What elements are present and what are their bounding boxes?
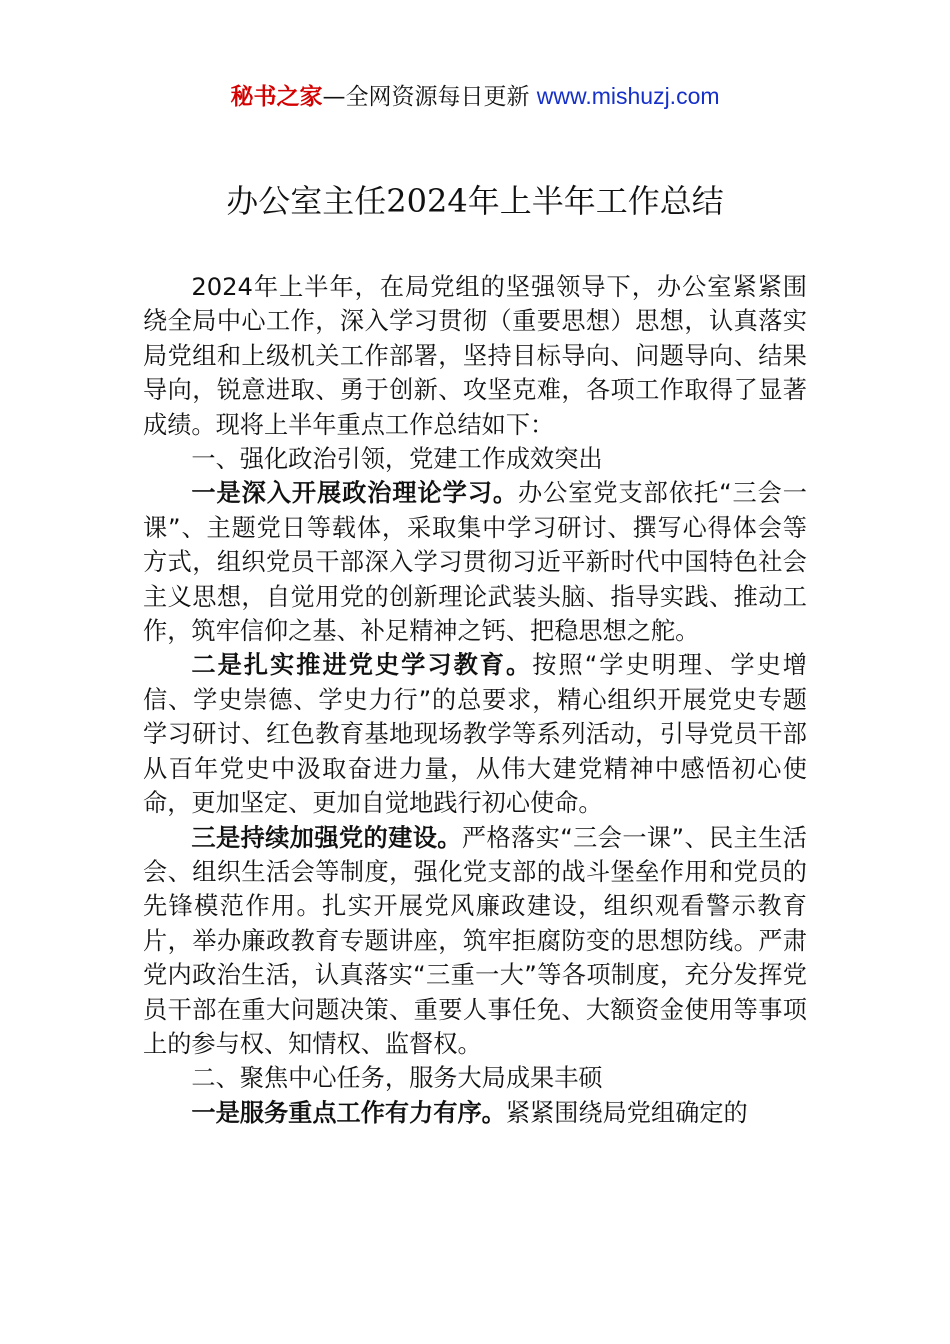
- paragraph-party-building: 三是持续加强党的建设。严格落实“三会一课”、民主生活会、组织生活会等制度，强化党支部的战斗堡垒作用和党员的先锋模范作用。扎实开展党风廉政建设，组织观看警示教育片，举办廉政教育专题讲座，筑牢拒腐防变的思想防线。严肃党内政治生活，认真落实“三重一大”等各项制度，充分发挥党员干部在重大问题决策、重要人事任免、大额资金使用等事项上的参与权、知情权、监督权。: [143, 823, 807, 1058]
- site-url-link[interactable]: www.mishuzj.com: [536, 83, 720, 109]
- paragraph-lead: 二是扎实推进党史学习教育。: [191, 651, 533, 680]
- paragraph-political-study: 一是深入开展政治理论学习。办公室党支部依托“三会一课”、主题党日等载体，采取集中学习研讨、撰写心得体会等方式，组织党员干部深入学习贯彻习近平新时代中国特色社会主义思想，自觉用党的创新理论武装头脑、指导实践、推动工作，筑牢信仰之基、补足精神之钙、把稳思想之舵。: [143, 479, 807, 646]
- document-title: 办公室主任2024年上半年工作总结: [226, 182, 724, 220]
- site-header: [0, 80, 950, 113]
- section-heading-1: 一、强化政治引领，党建工作成效突出: [191, 445, 603, 474]
- paragraph-lead: 三是持续加强党的建设。: [191, 823, 462, 852]
- paragraph-intro: 2024年上半年，在局党组的坚强领导下，办公室紧紧围绕全局中心工作，深入学习贯彻（重要思想）思想，认真落实局党组和上级机关工作部署，坚持目标导向、问题导向、结果导向，锐意进取、勇于创新、攻坚克难，各项工作取得了显著成绩。现将上半年重点工作总结如下：: [143, 273, 807, 439]
- site-tagline: —全网资源每日更新: [322, 84, 537, 110]
- site-brand: 秘书之家: [230, 84, 323, 110]
- paragraph-party-history: 二是扎实推进党史学习教育。按照“学史明理、学史增信、学史崇德、学史力行”的总要求，精心组织开展党史专题学习研讨、红色教育基地现场教学等系列活动，引导党员干部从百年党史中汲取奋进力量，从伟大建党精神中感悟初心使命，更加坚定、更加自觉地践行初心使命。: [143, 651, 807, 818]
- paragraph-lead: 一是服务重点工作有力有序。: [191, 1098, 506, 1127]
- paragraph-key-work: 一是服务重点工作有力有序。紧紧围绕局党组确定的: [191, 1098, 748, 1127]
- paragraph-lead: 一是深入开展政治理论学习。: [191, 479, 519, 508]
- document-body: [143, 270, 807, 1130]
- section-heading-2: 二、聚焦中心任务，服务大局成果丰硕: [191, 1064, 603, 1093]
